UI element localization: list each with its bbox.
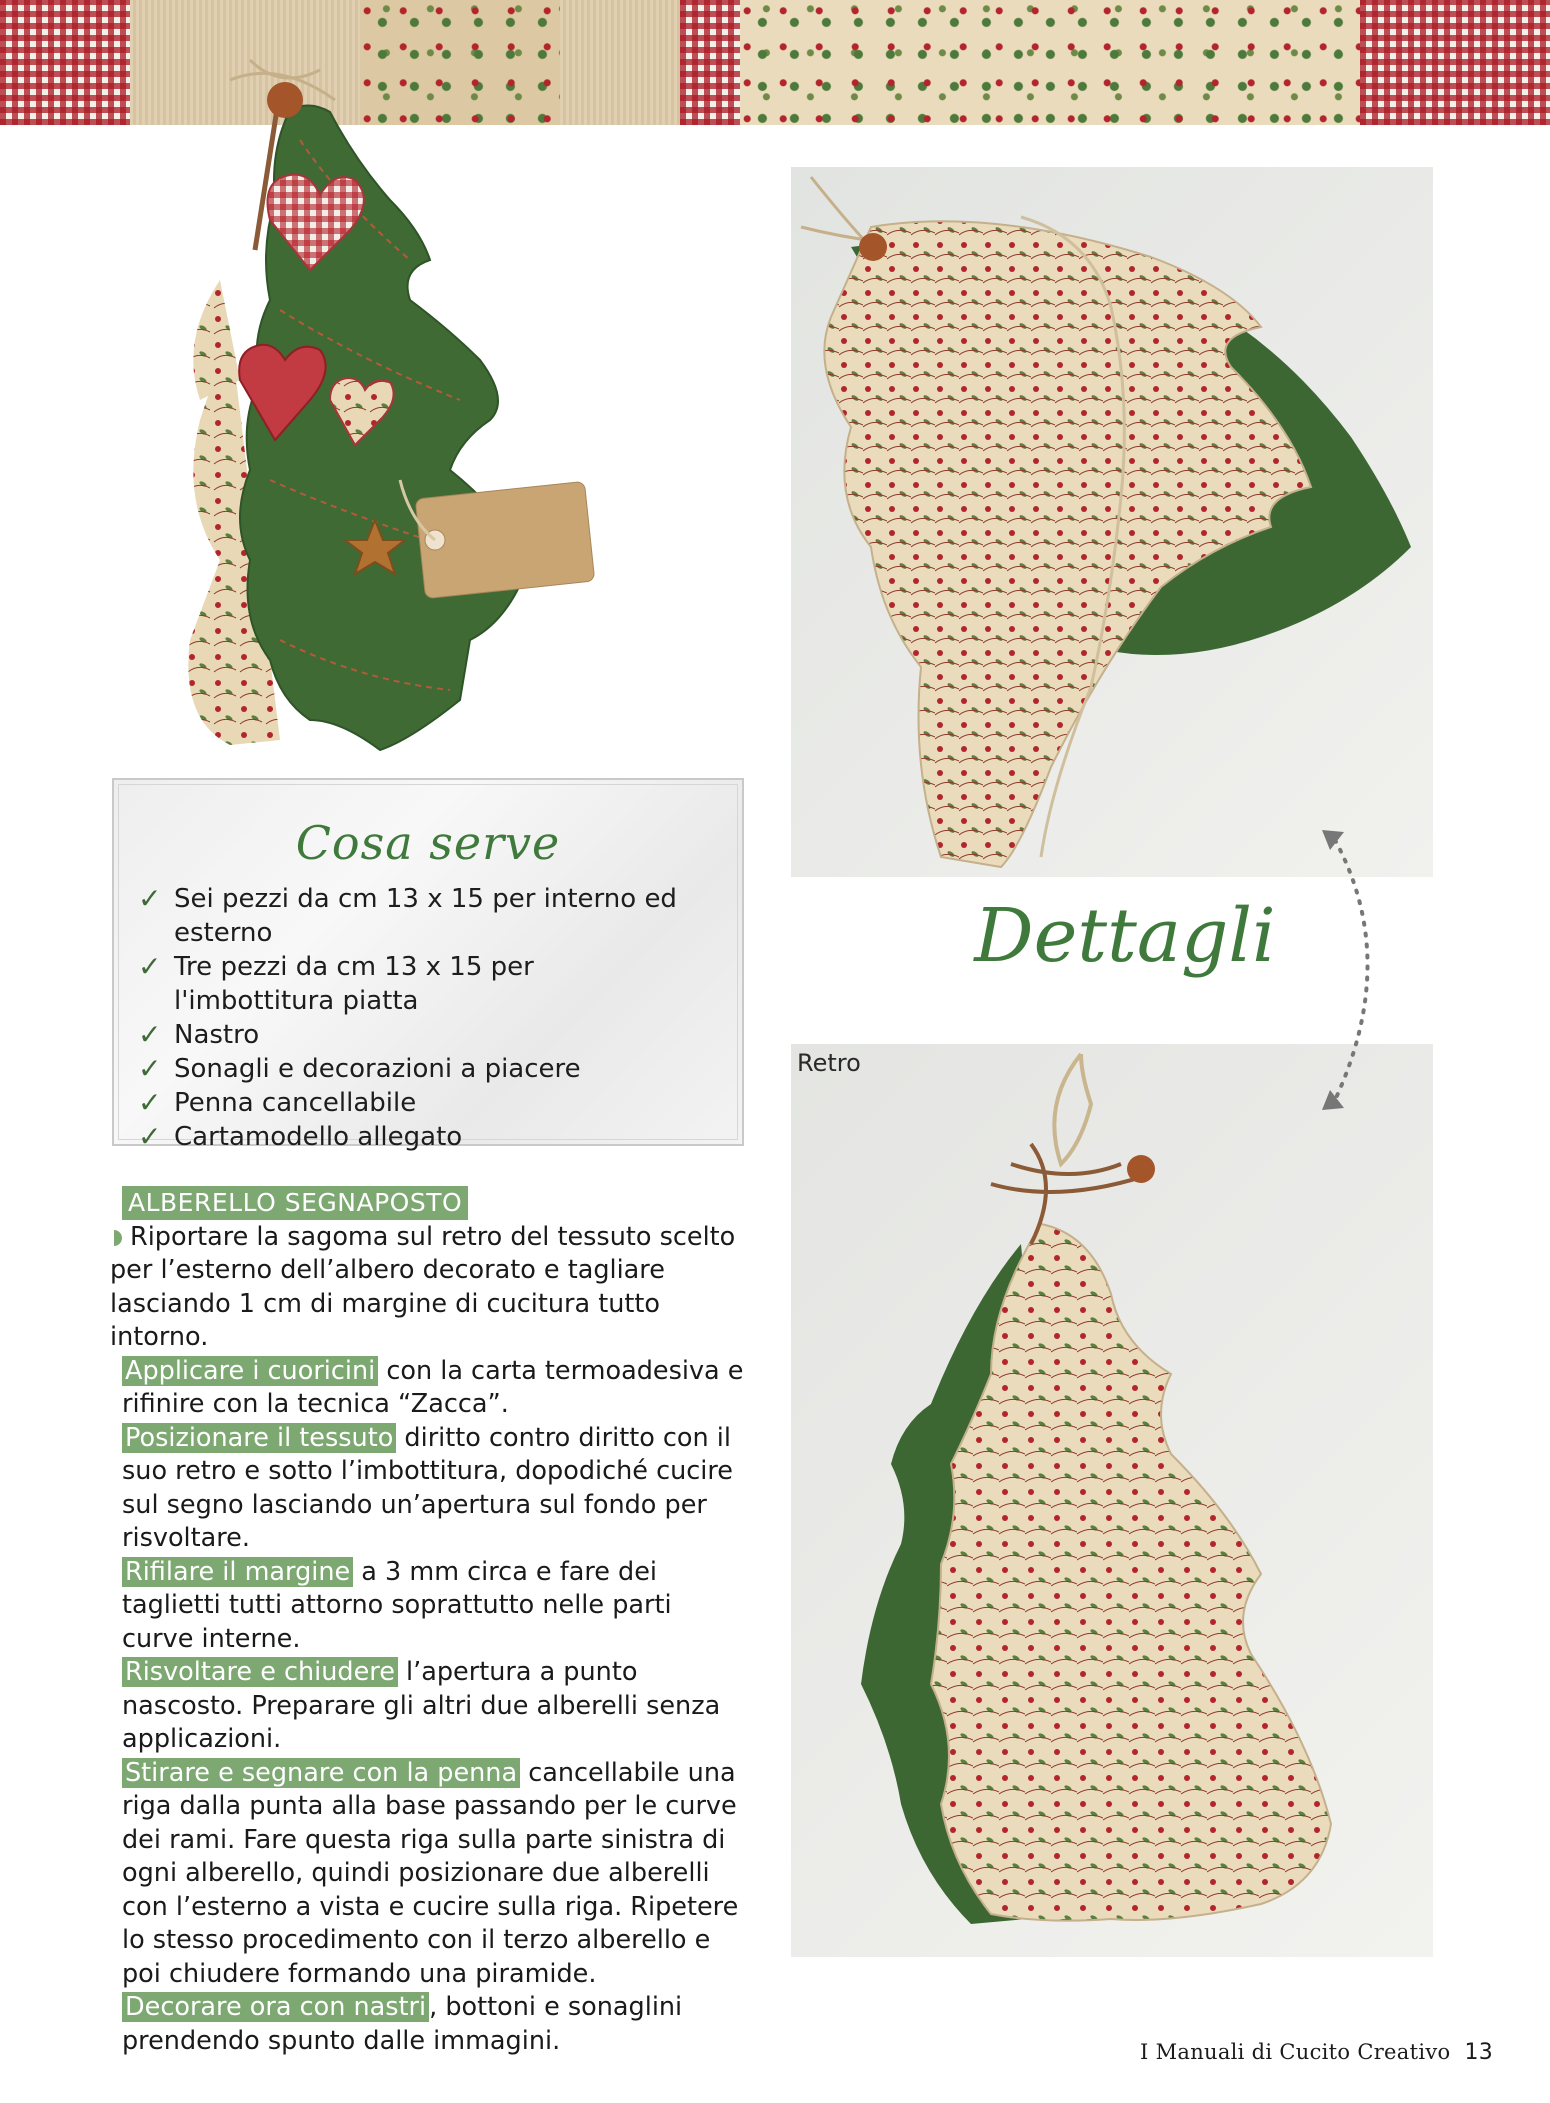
paragraph-text: , bottoni e sonaglini prendendo spunto dalle immagini.	[122, 1992, 683, 2056]
page-footer	[1140, 2040, 1493, 2065]
instruction-paragraph	[110, 1656, 744, 1757]
banner-gingham-strip	[680, 0, 740, 125]
highlight-phrase: Decorare ora con nastri	[122, 1992, 429, 2022]
highlight-phrase: Applicare i cuoricini	[122, 1356, 378, 1386]
requirement-text: Sonagli e decorazioni a piacere	[174, 1054, 581, 1084]
tree-front-photo	[160, 0, 680, 770]
paragraph-text: Riportare la sagoma sul retro del tessuto scelto per l’esterno dell’albero decorato e tagliare lasciando 1 cm di margine di cucitura tutto intorno.	[110, 1221, 736, 1352]
paragraph-text: a 3 mm circa e fare dei taglietti tutti attorno soprattutto nelle parti curve interne.	[122, 1556, 672, 1654]
instruction-paragraph	[110, 1355, 744, 1422]
page-number: 13	[1464, 2040, 1494, 2065]
requirement-item	[130, 950, 654, 1018]
instruction-paragraph	[110, 1757, 744, 1992]
paragraph-text: cancellabile una riga dalla punta alla base passando per le curve dei rami. Fare questa riga sulla parte sinistra di ogni alberello, quindi posizionare due alberelli con l’esterno a vista e cucire sulla riga. Ripetere lo stesso procedimento con il terzo alberello e poi chiudere formando una piramide.	[122, 1757, 739, 1989]
checkmark-icon: ✓	[138, 882, 162, 915]
requirements-title: Cosa serve	[295, 816, 561, 870]
banner-gingham-strip	[0, 0, 130, 125]
highlight-phrase: Rifilare il margine	[122, 1557, 353, 1587]
dettagli-heading: Dettagli	[974, 893, 1276, 979]
highlight-phrase: Stirare e segnare con la penna	[122, 1758, 520, 1788]
retro-caption: Retro	[797, 1049, 861, 1077]
requirement-text: Penna cancellabile	[174, 1088, 417, 1118]
highlight-phrase: Posizionare il tessuto	[122, 1423, 396, 1453]
requirement-text: Nastro	[174, 1020, 260, 1050]
requirement-item	[130, 1018, 730, 1052]
requirement-item	[130, 882, 730, 950]
paragraph-text: l’apertura a punto nascosto. Preparare gli altri due alberelli senza applicazioni.	[122, 1657, 721, 1754]
requirement-item	[130, 1120, 730, 1154]
instruction-paragraph	[110, 1991, 744, 2058]
checkmark-icon: ✓	[138, 1018, 162, 1051]
paragraph-text: diritto contro diritto con il suo retro e sotto l’imbottitura, dopodiché cucire sul segno lasciando un’apertura sul fondo per risvoltare.	[122, 1422, 733, 1553]
requirement-text: Sei pezzi da cm 13 x 15 per interno ed esterno	[174, 884, 677, 948]
instruction-paragraph	[110, 1221, 744, 1355]
magazine-name: I Manuali di Cucito Creativo	[1140, 2040, 1451, 2064]
banner-gingham-strip	[1360, 0, 1550, 125]
highlight-phrase: Risvoltare e chiudere	[122, 1657, 398, 1687]
checkmark-icon: ✓	[138, 1052, 162, 1085]
requirements-list	[130, 882, 730, 1154]
dotted-arrow-connector	[1320, 820, 1410, 1120]
requirement-text: Tre pezzi da cm 13 x 15 per l'imbottitura piatta	[174, 952, 534, 1016]
checkmark-icon: ✓	[138, 1086, 162, 1119]
requirement-item	[130, 1052, 730, 1086]
checkmark-icon: ✓	[138, 1120, 162, 1153]
section-title: ALBERELLO SEGNAPOSTO	[122, 1186, 468, 1220]
tree-side-photo	[791, 167, 1433, 877]
checkmark-icon: ✓	[138, 950, 162, 983]
banner-floral-strip	[740, 0, 1360, 125]
requirement-text: Cartamodello allegato	[174, 1122, 463, 1152]
instruction-paragraph	[110, 1422, 744, 1556]
requirements-box	[112, 778, 744, 1153]
paragraph-marker-icon	[114, 1230, 122, 1246]
instructions	[110, 1186, 744, 2058]
requirement-item	[130, 1086, 730, 1120]
paragraph-text: con la carta termoadesiva e rifinire con la tecnica “Zacca”.	[122, 1355, 744, 1419]
tree-back-photo	[791, 1044, 1433, 1957]
instruction-paragraph	[110, 1556, 744, 1657]
